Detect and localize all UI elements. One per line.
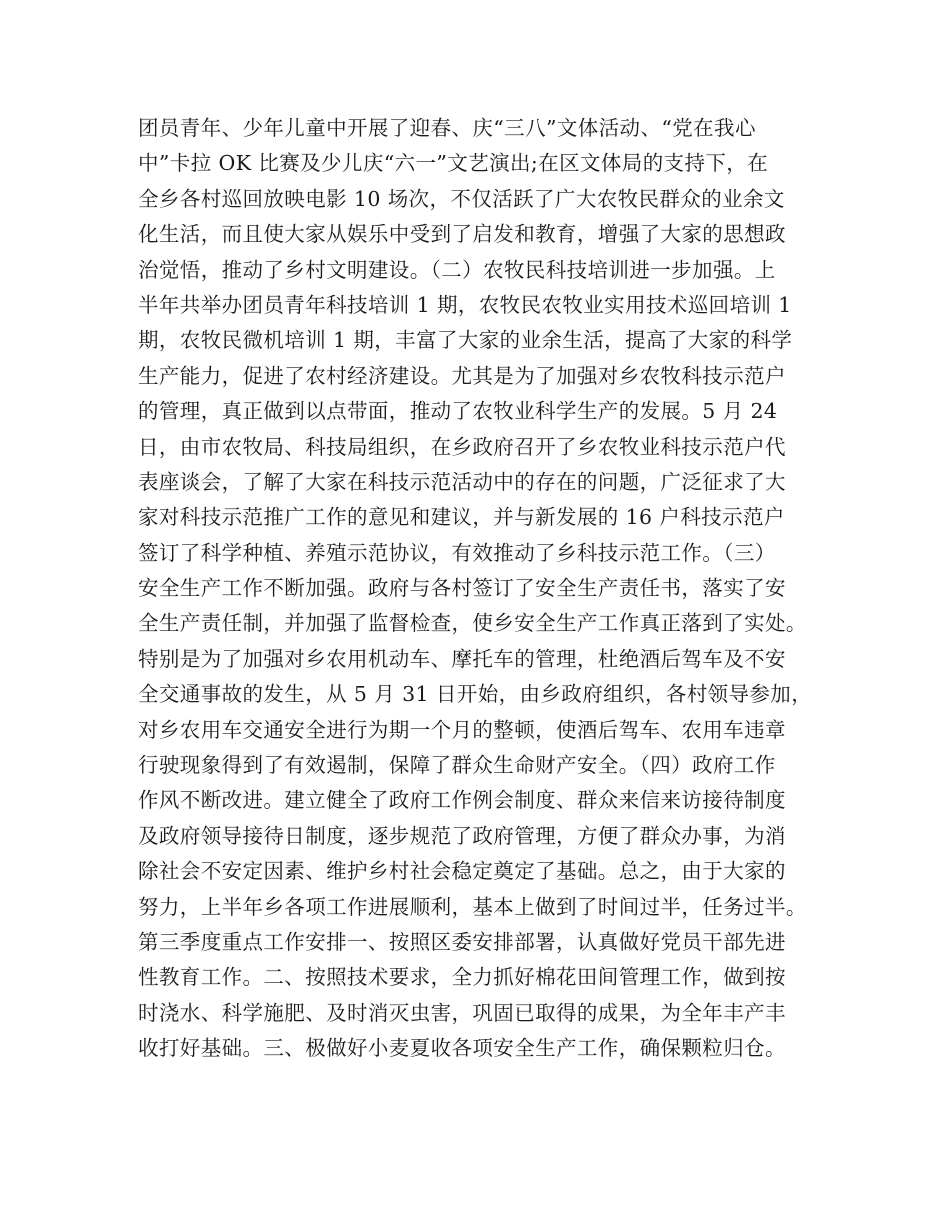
text-line: 家对科技示范推广工作的意见和建议，并与新发展的 16 户科技示范户 <box>138 505 785 530</box>
text-line: 签订了科学种植、养殖示范协议，有效推动了乡科技示范工作。（三） <box>138 540 776 565</box>
text-line: 行驶现象得到了有效遏制，保障了群众生命财产安全。（四）政府工作 <box>138 753 776 778</box>
text-line: 全乡各村巡回放映电影 10 场次，不仅活跃了广大农牧民群众的业余文 <box>138 186 785 211</box>
text-line: 安全生产工作不断加强。政府与各村签订了安全生产责任书，落实了安 <box>138 576 786 601</box>
text-line: 化生活，而且使大家从娱乐中受到了启发和教育，增强了大家的思想政 <box>138 222 786 247</box>
text-line: 期，农牧民微机培训 1 期，丰富了大家的业余生活，提高了大家的科学 <box>138 328 793 353</box>
text-line: 中”卡拉 OK 比赛及少儿庆“六一”文艺演出;在区文体局的支持下，在 <box>138 151 769 176</box>
text-line: 团员青年、少年儿童中开展了迎春、庆“三八”文体活动、“党在我心 <box>138 116 756 140</box>
text-line: 努力，上半年乡各项工作进展顺利，基本上做到了时间过半，任务过半。 <box>138 894 807 919</box>
body-text <box>138 111 828 1067</box>
text-line: 及政府领导接待日制度，逐步规范了政府管理，方便了群众办事，为消 <box>138 823 786 848</box>
text-line: 收打好基础。三、极做好小麦夏收各项安全生产工作，确保颗粒归仓。 <box>138 1036 786 1061</box>
text-line: 第三季度重点工作安排一、按照区委安排部署，认真做好党员干部先进 <box>138 929 786 954</box>
text-line: 的管理，真正做到以点带面，推动了农牧业科学生产的发展。5 月 24 <box>138 399 778 424</box>
text-line: 治觉悟，推动了乡村文明建设。（二）农牧民科技培训进一步加强。上 <box>138 257 776 282</box>
text-line: 对乡农用车交通安全进行为期一个月的整顿，使酒后驾车、农用车违章 <box>138 717 786 742</box>
text-line: 作风不断改进。建立健全了政府工作例会制度、群众来信来访接待制度 <box>138 788 786 813</box>
text-line: 全生产责任制，并加强了监督检查，使乡安全生产工作真正落到了实处。 <box>138 611 807 636</box>
text-line: 时浇水、科学施肥、及时消灭虫害，巩固已取得的成果，为全年丰产丰 <box>138 1000 786 1025</box>
text-line: 表座谈会，了解了大家在科技示范活动中的存在的问题，广泛征求了大 <box>138 469 786 494</box>
text-line: 全交通事故的发生，从 5 月 31 日开始，由乡政府组织，各村领导参加， <box>138 682 813 707</box>
text-line: 生产能力，促进了农村经济建设。尤其是为了加强对乡农牧科技示范户 <box>138 363 786 388</box>
text-line: 日，由市农牧局、科技局组织，在乡政府召开了乡农牧业科技示范户代 <box>138 434 786 459</box>
text-line: 特别是为了加强对乡农用机动车、摩托车的管理，杜绝酒后驾车及不安 <box>138 646 786 671</box>
text-line: 半年共举办团员青年科技培训 1 期，农牧民农牧业实用技术巡回培训 1 <box>138 292 792 317</box>
text-line: 除社会不安定因素、维护乡村社会稳定奠定了基础。总之，由于大家的 <box>138 859 786 884</box>
text-line: 性教育工作。二、按照技术要求，全力抓好棉花田间管理工作，做到按 <box>138 965 786 990</box>
